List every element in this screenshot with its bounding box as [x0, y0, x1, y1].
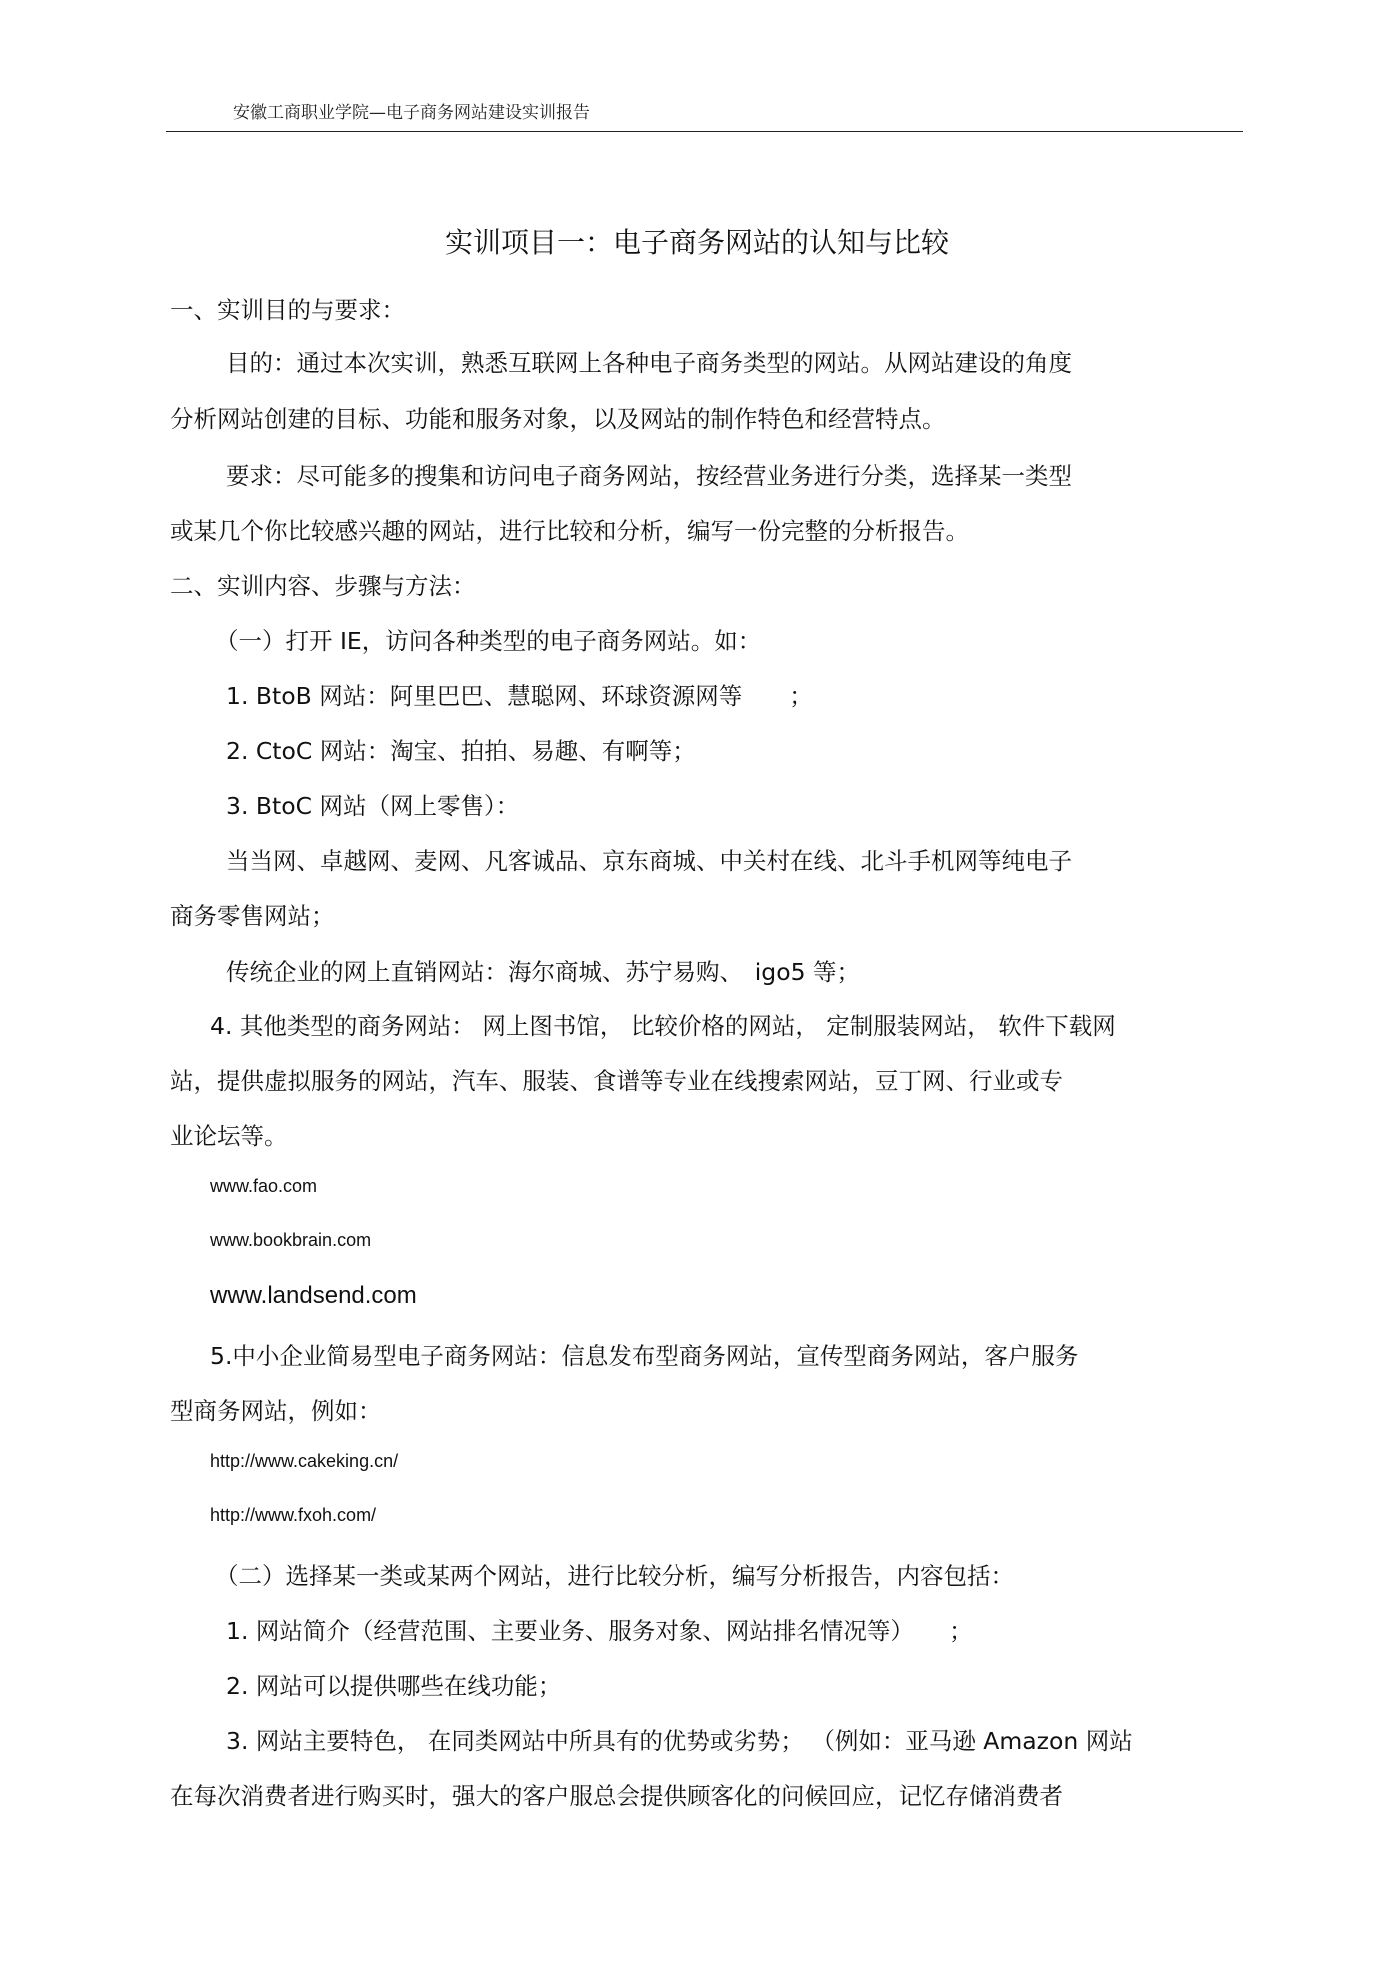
list-item: 1. 网站简介（经营范围、主要业务、服务对象、网站排名情况等） ； [226, 1617, 973, 1645]
header-divider [166, 131, 1243, 132]
paragraph-line: 传统企业的网上直销网站：海尔商城、苏宁易购、 igo5 等； [226, 958, 860, 986]
section-heading-objectives: 一、实训目的与要求： [170, 296, 405, 324]
paragraph-line: 或某几个你比较感兴趣的网站，进行比较和分析，编写一份完整的分析报告。 [170, 517, 969, 545]
paragraph-line: 型商务网站，例如： [170, 1397, 382, 1425]
list-item: 2. CtoC 网站：淘宝、拍拍、易趣、有啊等； [226, 737, 696, 765]
list-item: 2. 网站可以提供哪些在线功能； [226, 1672, 562, 1700]
website-url: www.landsend.com [210, 1282, 417, 1309]
list-item: 5.中小企业简易型电子商务网站：信息发布型商务网站，宣传型商务网站，客户服务 [210, 1342, 1079, 1370]
paragraph-line: 业论坛等。 [170, 1122, 288, 1150]
paragraph-line: 当当网、卓越网、麦网、凡客诚品、京东商城、中关村在线、北斗手机网等纯电子 [226, 847, 1072, 875]
list-item: 3. 网站主要特色， 在同类网站中所具有的优势或劣势； （例如：亚马逊 Amazon 网站 [226, 1727, 1133, 1755]
step-heading: （一）打开 IE，访问各种类型的电子商务网站。如： [215, 627, 762, 655]
step-heading: （二）选择某一类或某两个网站，进行比较分析，编写分析报告，内容包括： [215, 1562, 1014, 1590]
paragraph-line: 目的：通过本次实训，熟悉互联网上各种电子商务类型的网站。从网站建设的角度 [226, 349, 1072, 377]
paragraph-line: 商务零售网站； [170, 902, 335, 930]
website-url: http://www.cakeking.cn/ [210, 1451, 399, 1471]
paragraph-line: 要求：尽可能多的搜集和访问电子商务网站，按经营业务进行分类，选择某一类型 [226, 462, 1072, 490]
section-heading-content: 二、实训内容、步骤与方法： [170, 572, 476, 600]
paragraph-line: 在每次消费者进行购买时，强大的客户服总会提供顾客化的问候回应，记忆存储消费者 [170, 1782, 1063, 1810]
paragraph-line: 站，提供虚拟服务的网站，汽车、服装、食谱等专业在线搜索网站，豆丁网、行业或专 [170, 1067, 1063, 1095]
website-url: www.fao.com [210, 1176, 318, 1196]
list-item: 1. BtoB 网站：阿里巴巴、慧聪网、环球资源网等 ； [226, 682, 813, 710]
list-item: 3. BtoC 网站（网上零售）： [226, 792, 520, 820]
website-url: http://www.fxoh.com/ [210, 1505, 377, 1525]
website-url: www.bookbrain.com [210, 1230, 372, 1250]
document-title: 实训项目一：电子商务网站的认知与比较 [444, 226, 949, 259]
page-header: 安徽工商职业学院—电子商务网站建设实训报告 [233, 103, 590, 123]
paragraph-line: 分析网站创建的目标、功能和服务对象，以及网站的制作特色和经营特点。 [170, 405, 946, 433]
list-item: 4. 其他类型的商务网站： 网上图书馆， 比较价格的网站， 定制服装网站， 软件下载网 [210, 1012, 1116, 1040]
